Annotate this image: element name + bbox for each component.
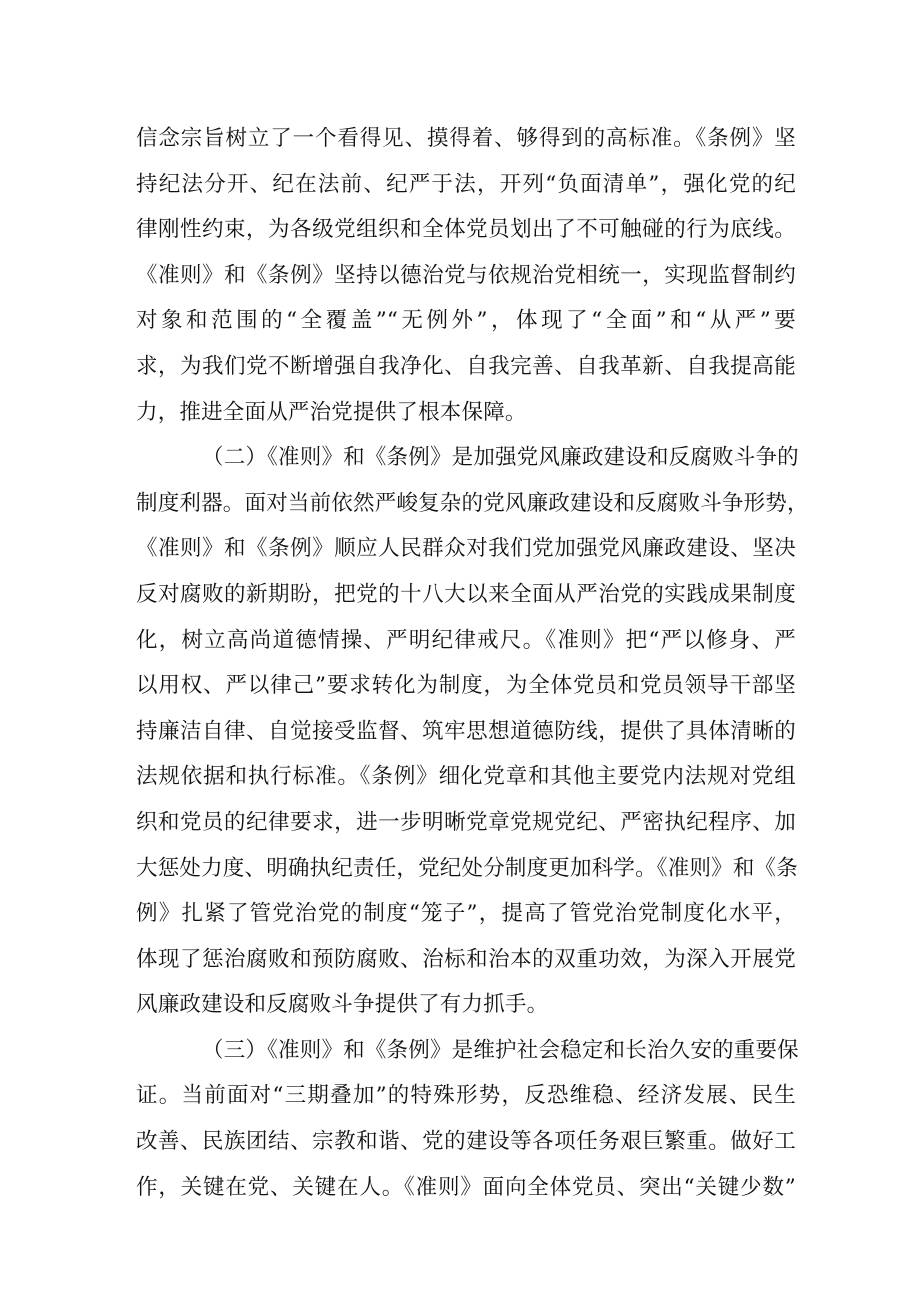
text-line: 作，关键在党、关键在人。《准则》面向全体党员、突出“关键少数”: [136, 1174, 796, 1200]
text-line: 《准则》和《条例》顺应人民群众对我们党加强党风廉政建设、坚决: [136, 536, 796, 562]
text-line: 持廉洁自律、自觉接受监督、筑牢思想道德防线，提供了具体清晰的: [136, 718, 796, 744]
text-line: （二）《准则》和《条例》是加强党风廉政建设和反腐败斗争的: [202, 445, 799, 471]
text-line: 制度利器。面对当前依然严峻复杂的党风廉政建设和反腐败斗争形势，: [136, 490, 809, 516]
text-line: 改善、民族团结、宗教和谐、党的建设等各项任务艰巨繁重。做好工: [136, 1129, 796, 1155]
paragraph-1: [136, 116, 796, 435]
text-line: 反对腐败的新期盼，把党的十八大以来全面从严治党的实践成果制度: [136, 581, 796, 607]
paragraph-2: [136, 435, 809, 1028]
text-line: 大惩处力度、明确执纪责任，党纪处分制度更加科学。《准则》和《条: [136, 855, 798, 881]
document-body: [136, 116, 809, 1210]
text-line: 体现了惩治腐败和预防腐败、治标和治本的双重功效，为深入开展党: [136, 946, 796, 972]
text-line: 例》扎紧了管党治党的制度“笼子”，提高了管党治党制度化水平，: [136, 901, 796, 927]
text-line: 律刚性约束，为各级党组织和全体党员划出了不可触碰的行为底线。: [136, 217, 796, 243]
text-line: 对象和范围的“全覆盖”“无例外”，体现了“全面”和“从严”要: [136, 308, 796, 334]
text-line: 持纪法分开、纪在法前、纪严于法，开列“负面清单”，强化党的纪: [136, 171, 796, 197]
text-line: 织和党员的纪律要求，进一步明晰党章党规党纪、严密执纪程序、加: [136, 809, 796, 835]
paragraph-3: [136, 1028, 799, 1210]
text-line: 风廉政建设和反腐败斗争提供了有力抓手。: [136, 992, 549, 1018]
text-line: （三）《准则》和《条例》是维护社会稳定和长治久安的重要保: [202, 1037, 799, 1063]
text-line: 化，树立高尚道德情操、严明纪律戒尺。《准则》把“严以修身、严: [136, 627, 796, 653]
text-line: 求，为我们党不断增强自我净化、自我完善、自我革新、自我提高能: [136, 353, 796, 379]
text-line: 信念宗旨树立了一个看得见、摸得着、够得到的高标准。《条例》坚: [136, 126, 796, 151]
text-line: 法规依据和执行标准。《条例》细化党章和其他主要党内法规对党组: [136, 764, 796, 790]
text-line: 力，推进全面从严治党提供了根本保障。: [136, 399, 527, 425]
text-line: 以用权、严以律己”要求转化为制度，为全体党员和党员领导干部坚: [136, 673, 796, 699]
text-line: 证。当前面对“三期叠加”的特殊形势，反恐维稳、经济发展、民生: [136, 1083, 796, 1109]
text-line: 《准则》和《条例》坚持以德治党与依规治党相统一，实现监督制约: [136, 262, 796, 288]
